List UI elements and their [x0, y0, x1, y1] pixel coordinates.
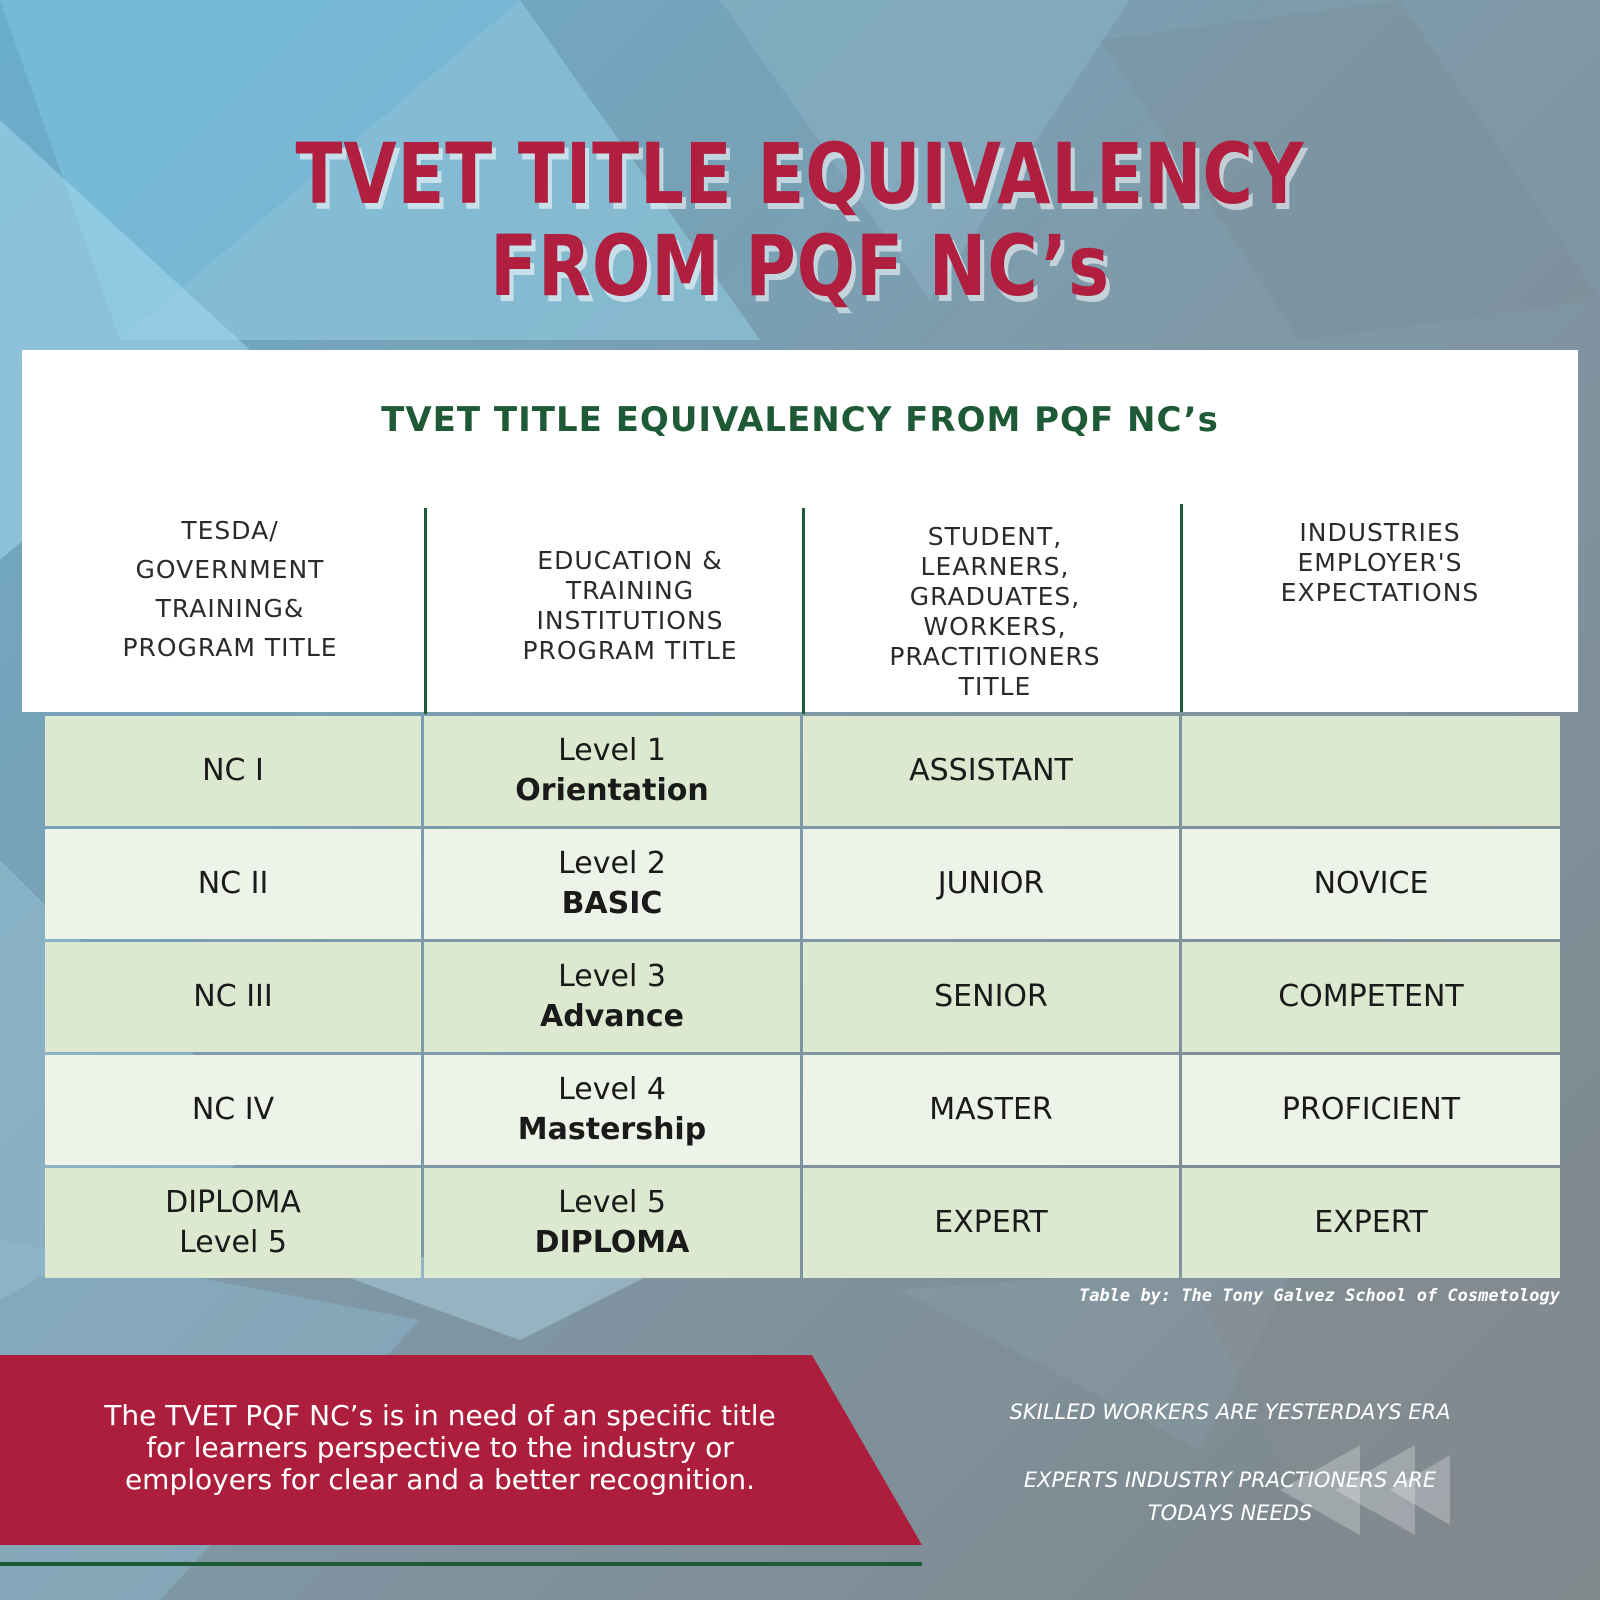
header-line: TRAINING&: [155, 594, 305, 623]
cell-tesda: NC IV: [45, 1055, 421, 1165]
cell-student: JUNIOR: [803, 829, 1179, 939]
cell-education: Level 5 DIPLOMA: [424, 1168, 800, 1278]
cell-education: Level 2 BASIC: [424, 829, 800, 939]
main-title-line2: FROM PQF NC’s: [490, 217, 1110, 315]
header-line: EXPECTATIONS: [1280, 578, 1480, 607]
header-line: INSTITUTIONS: [536, 606, 724, 635]
table-row: [45, 829, 1560, 939]
cell-tesda: NC I: [45, 716, 421, 826]
main-title: [144, 125, 1456, 315]
green-divider: [0, 1562, 922, 1566]
header-line: EMPLOYER'S: [1297, 548, 1463, 577]
cell-education: Level 1 Orientation: [424, 716, 800, 826]
header-line: TRAINING: [565, 576, 695, 605]
cell-tesda: NC II: [45, 829, 421, 939]
header-line: PRACTITIONERS: [889, 642, 1101, 671]
table-row: [45, 1168, 1560, 1278]
header-line: TESDA/: [181, 516, 279, 545]
banner-line: The TVET PQF NC’s is in need of an specific title: [104, 1399, 776, 1432]
slogan-line: TODAYS NEEDS: [1147, 1501, 1313, 1525]
main-title-line1: TVET TITLE EQUIVALENCY: [295, 125, 1305, 223]
header-line: WORKERS,: [923, 612, 1067, 641]
header-line: PROGRAM TITLE: [122, 633, 338, 662]
cell-industry: COMPETENT: [1182, 942, 1560, 1052]
slogan-line: EXPERTS INDUSTRY PRACTIONERS ARE: [1023, 1468, 1437, 1492]
header-line: EDUCATION &: [537, 546, 723, 575]
cell-tesda: DIPLOMA Level 5: [45, 1168, 421, 1278]
header-line: INDUSTRIES: [1299, 518, 1461, 547]
cell-education: Level 3 Advance: [424, 942, 800, 1052]
slogan-today: [980, 1464, 1480, 1530]
cell-industry: PROFICIENT: [1182, 1055, 1560, 1165]
panel-title: TVET TITLE EQUIVALENCY FROM PQF NC’s: [381, 400, 1219, 440]
banner-line: for learners perspective to the industry or: [146, 1431, 734, 1464]
cell-tesda: NC III: [45, 942, 421, 1052]
cell-industry: [1182, 716, 1560, 826]
header-student: [820, 522, 1170, 702]
banner-text: [40, 1400, 840, 1496]
table-credit: Table by: The Tony Galvez School of Cosmetology: [1078, 1286, 1560, 1306]
cell-industry: NOVICE: [1182, 829, 1560, 939]
header-education: [440, 546, 820, 666]
banner-line: employers for clear and a better recognition.: [124, 1463, 756, 1496]
header-line: GOVERNMENT: [135, 555, 325, 584]
cell-student: ASSISTANT: [803, 716, 1179, 826]
table-row: [45, 942, 1560, 1052]
cell-student: EXPERT: [803, 1168, 1179, 1278]
header-line: TITLE: [958, 672, 1032, 701]
cell-student: SENIOR: [803, 942, 1179, 1052]
header-divider: [802, 508, 805, 714]
header-line: GRADUATES,: [909, 582, 1081, 611]
equivalency-table: [45, 716, 1560, 1281]
header-line: LEARNERS,: [920, 552, 1070, 581]
header-divider: [424, 508, 427, 714]
header-line: PROGRAM TITLE: [522, 636, 738, 665]
table-row: [45, 716, 1560, 826]
cell-industry: EXPERT: [1182, 1168, 1560, 1278]
header-divider: [1180, 504, 1183, 712]
cell-student: MASTER: [803, 1055, 1179, 1165]
table-row: [45, 1055, 1560, 1165]
header-tesda: [60, 516, 400, 663]
header-line: STUDENT,: [927, 522, 1063, 551]
header-industries: [1200, 518, 1560, 608]
cell-education: Level 4 Mastership: [424, 1055, 800, 1165]
slogan-yesterday: SKILLED WORKERS ARE YESTERDAYS ERA: [1009, 1400, 1451, 1424]
